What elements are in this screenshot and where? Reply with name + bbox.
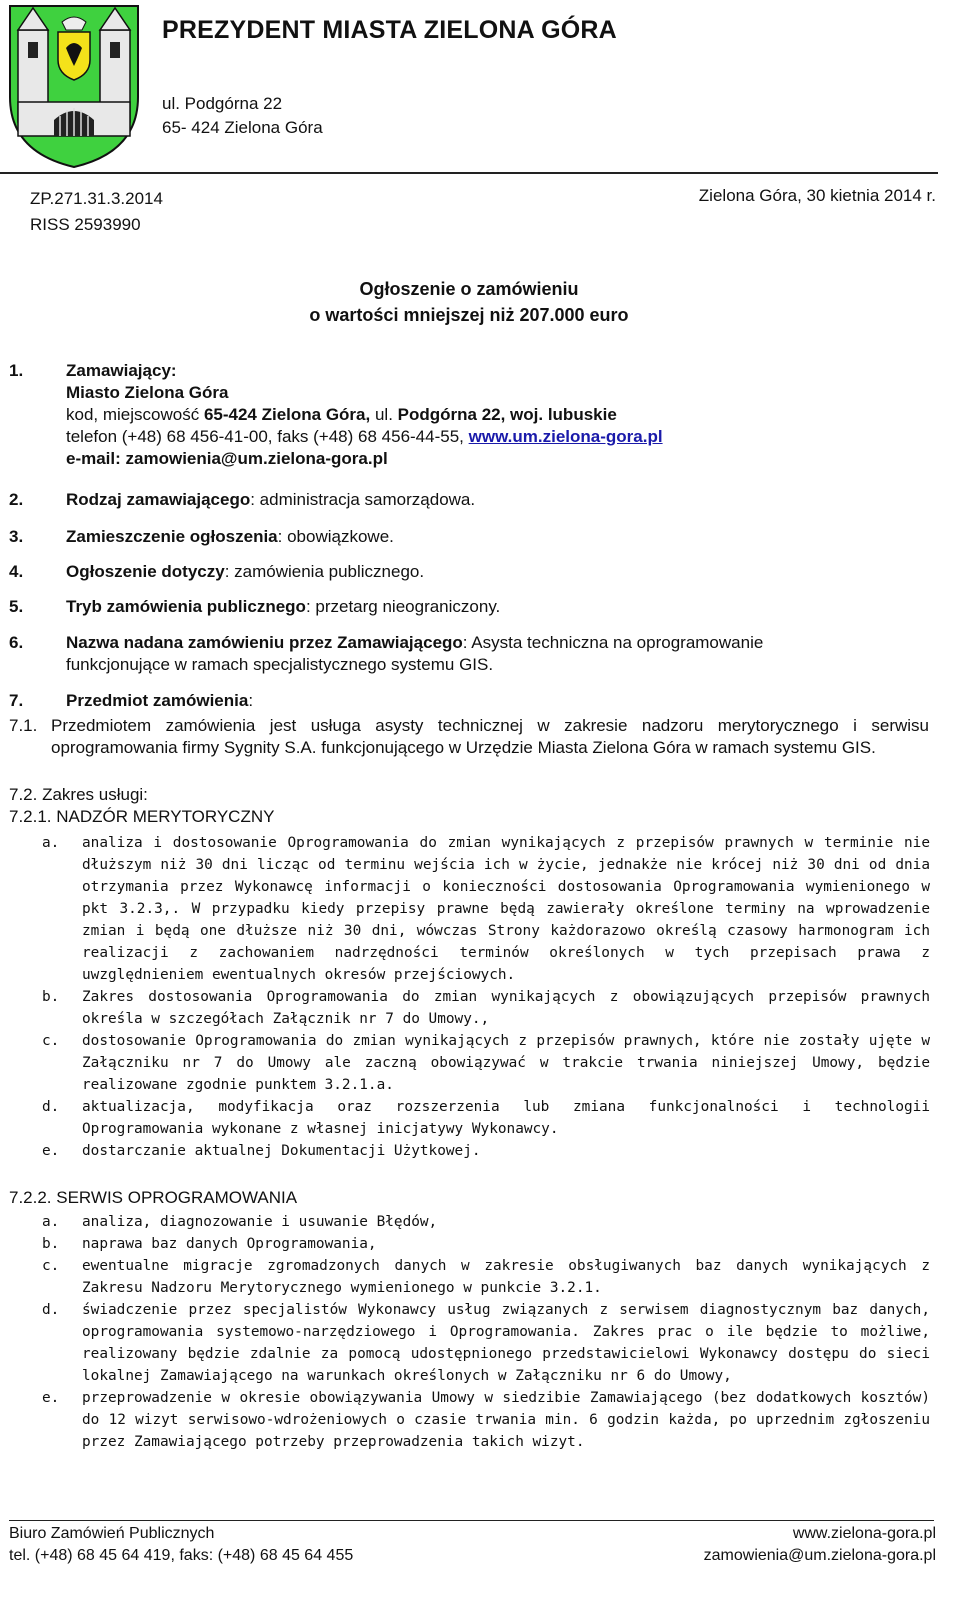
notice-heading — [0, 276, 938, 328]
authority-website-link[interactable]: www.um.zielona-gora.pl — [468, 427, 663, 446]
footer-right — [704, 1523, 936, 1567]
authority-name: Miasto Zielona Góra — [66, 383, 229, 402]
list-item: b. naprawa baz danych Oprogramowania, — [42, 1236, 377, 1252]
section-6: 6. Nazwa nadana zamówieniu przez Zamawiającego: Asysta techniczna na oprogramowanie funkcjonujące w ramach specjalistycznego systemu GIS. — [9, 633, 764, 674]
list-item: c. dostosowanie Oprogramowania do zmian wynikających z przepisów prawnych, które nie zostały ujęte w Załączniku nr 7 do Umowy ale zaczną obowiązywać w trakcie trwania niniejszej Umowy, będzie realizowane zgodnie punktem 3.2.1.a. — [42, 1033, 930, 1093]
list-item: b. Zakres dostosowania Oprogramowania do zmian wynikających z obowiązujących przepisów prawnych określa w szczegółach Załącznik nr 7 do Umowy., — [42, 989, 930, 1027]
list-item: a. analiza i dostosowanie Oprogramowania do zmian wynikających z przepisów prawnych w terminie nie dłuższym niż 30 dni licząc od terminu wejścia ich w życie, jednakże nie krócej niż 30 dni od dnia otrzymania przez Wykonawcę informacji o konieczności dostosowania Oprogramowania wymienionego w pkt 3.2.3,. W przypadku kiedy przepisy prawne będą zawierały określone terminy na wprowadzenie zmian i będą one dłuższe niż 30 dni, wówczas Strony każdorazowo określą czasowy harmonogram ich realizacji z zachowaniem nadrzędności terminów określonych w tych przepisach prawa z uwzględnieniem ewentualnych okresów przejściowych. — [42, 835, 930, 983]
authority-phone-fax: telefon (+48) 68 456-41-00, faks (+48) 68 456-44-55, www.um.zielona-gora.pl — [66, 427, 663, 446]
footer-website-link[interactable]: www.zielona-gora.pl — [792, 1525, 936, 1542]
section-5: 5. Tryb zamówienia publicznego: przetarg nieograniczony. — [9, 597, 501, 616]
list-item: c. ewentualne migracje zgromadzonych danych w zakresie obsługiwanych baz danych wynikających z Zakresu Nadzoru Merytorycznego wymienionego w punkcie 3.2.1. — [42, 1258, 930, 1296]
riss-number: RISS 2593990 — [30, 215, 141, 234]
zielona-gora-coat-of-arms-logo — [6, 2, 142, 170]
case-number: ZP.271.31.3.2014 — [30, 189, 163, 208]
footer-phone: tel. (+48) 68 45 64 419, faks: (+48) 68 45 64 455 — [9, 1547, 354, 1564]
list-item: e. dostarczanie aktualnej Dokumentacji Użytkowej. — [42, 1143, 481, 1159]
list-7-2-2 — [42, 1211, 930, 1453]
footer-email: zamowienia@um.zielona-gora.pl — [703, 1547, 936, 1564]
section-7: 7. Przedmiot zamówienia: — [9, 691, 254, 710]
footer-left — [9, 1523, 353, 1567]
footer-office: Biuro Zamówień Publicznych — [9, 1525, 215, 1542]
footer-divider — [9, 1520, 934, 1521]
section-1-contracting-authority — [9, 360, 929, 470]
office-address — [162, 92, 323, 140]
authority-email: e-mail: zamowienia@um.zielona-gora.pl — [66, 449, 388, 468]
document-date: Zielona Góra, 30 kietnia 2014 r. — [698, 186, 936, 205]
section-7-2-1: 7.2.1. NADZÓR MERYTORYCZNY — [9, 807, 275, 826]
list-7-2-1 — [42, 832, 930, 1162]
list-item: d. aktualizacja, modyfikacja oraz rozszerzenia lub zmiana funkcjonalności i technologii Oprogramowania wykonane z własnej inicjatywy Wykonawcy. — [42, 1099, 930, 1137]
address-street: ul. Podgórna 22 — [162, 94, 283, 113]
list-item: e. przeprowadzenie w okresie obowiązywania Umowy w siedzibie Zamawiającego (bez dodatkowych kosztów) do 12 wizyt serwisowo-wdrożeniowych o czasie trwania min. 6 godzin każda, po uprzednim zgłoszeniu przez Zamawiającego potrzeby przeprowadzenia takich wizyt. — [42, 1390, 930, 1450]
section-7-1: 7.1. Przedmiotem zamówienia jest usługa asysty technicznej w zakresie nadzoru merytorycznego i serwisu oprogramowania firmy Sygnity S.A. funkcjonującego w Urzędzie Miasta Zielona Góra w ramach systemu GIS. — [9, 716, 929, 757]
section-7-2-2: 7.2.2. SERWIS OPROGRAMOWANIA — [9, 1188, 298, 1207]
section-7-2: 7.2. Zakres usługi: — [9, 785, 148, 804]
notice-heading-line1: Ogłoszenie o zamówieniu — [359, 279, 579, 299]
section-2: 2. Rodzaj zamawiającego: administracja samorządowa. — [9, 490, 476, 509]
list-item: a. analiza, diagnozowanie i usuwanie Błędów, — [42, 1214, 438, 1230]
document-title: PREZYDENT MIASTA ZIELONA GÓRA — [162, 16, 617, 44]
section-number: 1. — [9, 361, 24, 380]
section-4: 4. Ogłoszenie dotyczy: zamówienia publicznego. — [9, 562, 425, 581]
list-item: d. świadczenie przez specjalistów Wykonawcy usług związanych z serwisem diagnostycznym baz danych, oprogramowania systemowo-narzędziowego i Oprogramowania. Zakres prac o ile będzie to możliwe, realizowany będzie zdalnie za pomocą udostępnionego przedstawicielowi Wykonawcy dostępu do sieci lokalnej Zamawiającego na warunkach określonych w Załączniku nr 6 do Umowy, — [42, 1302, 930, 1384]
notice-heading-line2: o wartości mniejszej niż 207.000 euro — [309, 305, 629, 325]
section-label: Zamawiający: — [66, 361, 177, 380]
reference-numbers — [30, 186, 163, 238]
authority-location: kod, miejscowość 65-424 Zielona Góra, ul. Podgórna 22, woj. lubuskie — [66, 405, 617, 424]
header-divider — [0, 172, 938, 174]
address-city: 65- 424 Zielona Góra — [162, 118, 323, 137]
section-3: 3. Zamieszczenie ogłoszenia: obowiązkowe. — [9, 527, 394, 546]
